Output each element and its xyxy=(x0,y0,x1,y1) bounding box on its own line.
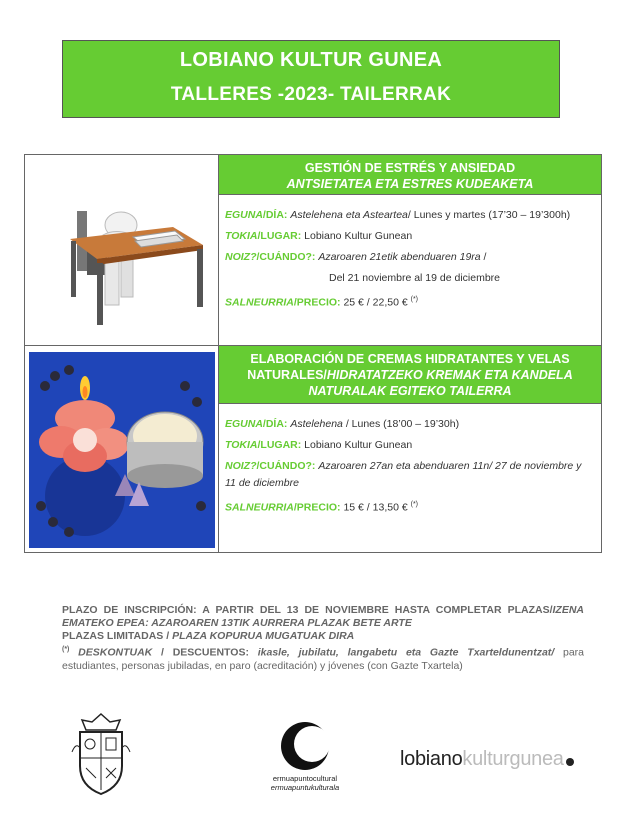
price-value: 25 € / 22,50 € xyxy=(343,296,408,309)
discount-mark: (*) xyxy=(62,646,70,653)
cream-candle-photo xyxy=(25,346,219,552)
workshop-info xyxy=(219,195,601,314)
workshop-title xyxy=(219,155,601,195)
day-value-eu: Astelehena eta Asteartea xyxy=(290,209,408,221)
workshop-details xyxy=(219,155,601,345)
place-label-es: LUGAR: xyxy=(260,230,302,242)
place-value: Lobiano Kultur Gunean xyxy=(304,439,413,451)
stress-illustration xyxy=(25,155,219,345)
logo-lobiano-text: lobiano xyxy=(400,748,463,770)
when-value-es: Del 21 noviembre al 19 de diciembre xyxy=(329,272,501,284)
when-value: Azaroaren 27an eta abenduaren 11n/ 27 de noviembre y 11 de diciembre xyxy=(225,460,582,489)
workshop-title xyxy=(219,346,601,404)
when-label-eu: NOIZ? xyxy=(225,251,257,263)
registration-period xyxy=(62,604,584,629)
ermua-punto-cultural-logo xyxy=(260,718,350,802)
discount-label-es: / DESCUENTOS: xyxy=(152,646,258,659)
when-line: NOIZ?/CUÁNDO?: Azaroaren 21etik abenduaren 19ra / xyxy=(225,251,487,263)
workshop-title-es: GESTIÓN DE ESTRÉS Y ANSIEDAD xyxy=(304,161,516,175)
workshop-title-eu: HIDRATATZEKO KREMAK ETA KANDELA NATURALAK EGITEKO TAILERRA xyxy=(308,368,573,398)
discount-list-es: para estudiantes, personas jubiladas, en paro (acreditación) y jóvenes (con Gazte Txartela) xyxy=(62,646,585,672)
ermua-text xyxy=(260,774,350,792)
registration-period-es: PLAZO DE INSCRIPCIÓN: A PARTIR DEL 13 DE NOVIEMBRE HASTA COMPLETAR PLAZAS/ xyxy=(62,604,553,616)
limited-places-eu: PLAZA KOPURUA MUGATUAK DIRA xyxy=(172,630,355,642)
price-line: SALNEURRIA/PRECIO: 15 € / 13,50 € (*) xyxy=(225,501,418,514)
lobiano-kulturgunea-logo xyxy=(400,748,574,771)
logo-kulturgunea-text: kulturgunea xyxy=(462,748,564,770)
place-line: TOKIA/LUGAR: Lobiano Kultur Gunean xyxy=(225,439,413,451)
day-line: EGUNA/DÍA: Astelehena / Lunes (18’00 – 19’30h) xyxy=(225,418,460,430)
discount-list-eu: ikasle, jubilatu, langabetu eta Gazte Txarteldunentzat/ xyxy=(257,646,555,659)
place-label-eu: TOKIA xyxy=(225,230,258,242)
header-subtitle: TALLERES -2023- TAILERRAK xyxy=(170,84,452,105)
desk-person-illustration xyxy=(25,155,218,345)
day-value-es: / Lunes y martes (17’30 – 19’300h) xyxy=(407,209,571,221)
price-label-es: PRECIO: xyxy=(296,296,341,309)
workshop-title-es: ELABORACIÓN DE CREMAS HIDRATANTES Y VELAS NATURALES/ xyxy=(247,352,570,382)
logo-dot-icon xyxy=(566,758,574,766)
when-line: NOIZ?/CUÁNDO?: Azaroaren 27an eta abenduaren 11n/ 27 de noviembre y 11 de diciembre xyxy=(225,460,582,489)
when-label-es: CUÁNDO?: xyxy=(259,251,316,263)
place-label-es: LUGAR: xyxy=(260,439,302,451)
candle-cream-photo xyxy=(25,346,218,552)
day-label-es: DÍA: xyxy=(265,209,288,221)
coat-of-arms-icon xyxy=(70,712,132,796)
ermua-line1: ermuapuntocultural xyxy=(272,774,338,783)
registration-notes xyxy=(62,604,584,673)
price-label-es: PRECIO: xyxy=(296,501,341,514)
when-label-eu: NOIZ? xyxy=(225,460,257,472)
ermua-crescent-icon xyxy=(260,718,350,774)
place-line: TOKIA/LUGAR: Lobiano Kultur Gunean xyxy=(225,230,413,242)
workshop-info xyxy=(219,404,601,519)
workshop-row xyxy=(25,346,601,552)
place-label-eu: TOKIA xyxy=(225,439,258,451)
day-label-es: DÍA: xyxy=(265,418,288,430)
coat-of-arms-logo xyxy=(70,712,132,796)
day-value-es: / Lunes (18’00 – 19’30h) xyxy=(342,418,460,430)
price-label-eu: SALNEURRIA xyxy=(225,501,294,514)
header-title: LOBIANO KULTUR GUNEA xyxy=(179,49,443,71)
workshop-title-eu: ANTSIETATEA ETA ESTRES KUDEAKETA xyxy=(286,177,534,191)
limited-places xyxy=(62,630,584,643)
price-note: (*) xyxy=(410,296,418,303)
header-banner xyxy=(62,40,560,118)
workshops-table xyxy=(24,154,602,553)
price-value: 15 € / 13,50 € xyxy=(343,501,408,514)
ermua-line2: ermuapuntukulturala xyxy=(270,783,340,792)
when-label-es: CUÁNDO?: xyxy=(259,460,316,472)
day-label-eu: EGUNA xyxy=(225,418,263,430)
when-value-eu: Azaroaren 21etik abenduaren 19ra xyxy=(318,251,481,263)
price-note: (*) xyxy=(410,501,418,508)
price-label-eu: SALNEURRIA xyxy=(225,296,294,309)
registration-period-eu: IZENA EMATEKO EPEA: AZAROAREN 13TIK AURRERA PLAZAK BETE ARTE xyxy=(62,604,584,629)
workshop-row xyxy=(25,155,601,346)
discount-label-eu: DESKONTUAK xyxy=(69,646,153,659)
day-label-eu: EGUNA xyxy=(225,209,263,221)
day-line: EGUNA/DÍA: Astelehena eta Asteartea/ Lunes y martes (17’30 – 19’300h) xyxy=(225,209,571,221)
price-line: SALNEURRIA/PRECIO: 25 € / 22,50 € (*) xyxy=(225,296,418,309)
day-value-eu: Astelehena xyxy=(290,418,343,430)
discounts xyxy=(62,643,584,673)
place-value: Lobiano Kultur Gunean xyxy=(304,230,413,242)
limited-places-es: PLAZAS LIMITADAS / xyxy=(62,630,173,642)
workshop-details xyxy=(219,346,601,552)
when-sep: / xyxy=(480,251,487,263)
